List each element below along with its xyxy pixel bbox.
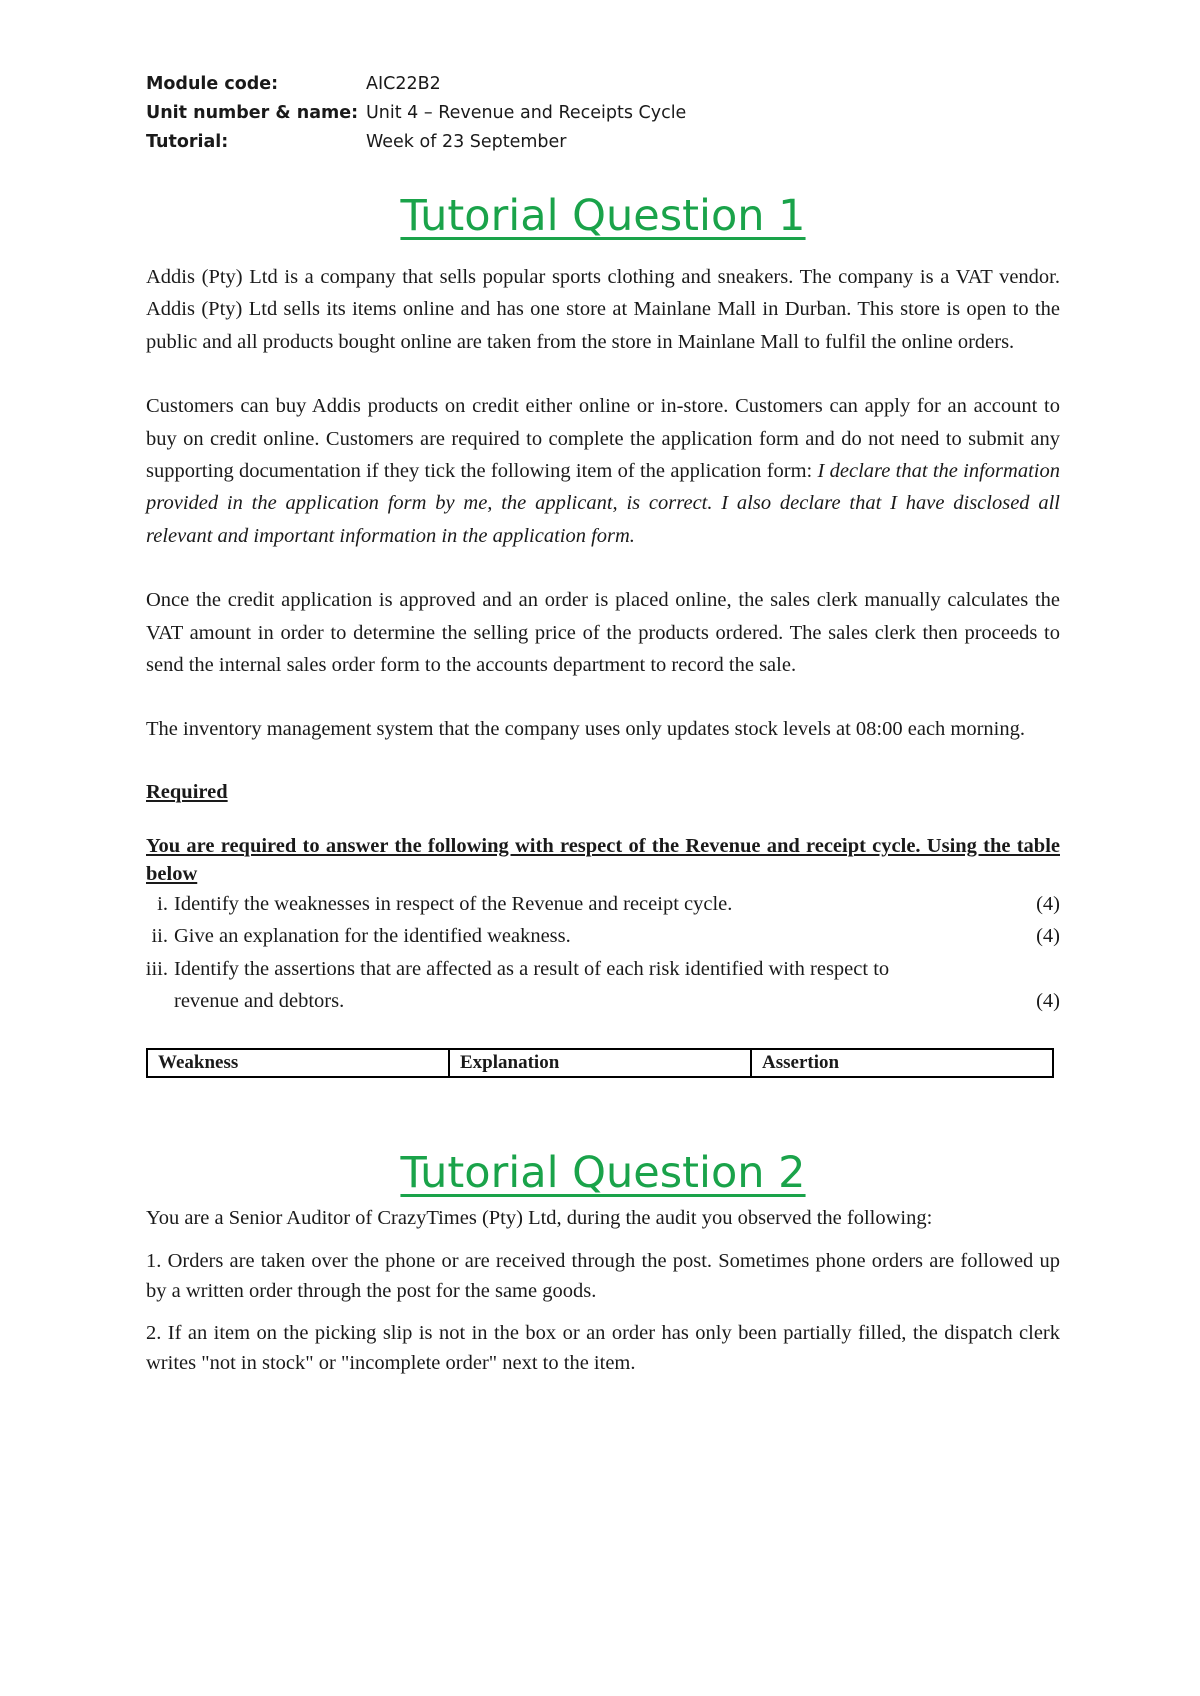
module-code-value: AIC22B2 [366, 74, 441, 94]
list-item [146, 920, 1060, 952]
q1-paragraph-3: Once the credit application is approved and an order is placed online, the sales clerk manually calculates the VAT amount in order to determine the selling price of the products ordered. The sales clerk then proceeds to send the internal sales order form to the accounts department to record the sale. [146, 589, 1060, 677]
q2-observation-2: 2. If an item on the picking slip is not in the box or an order has only been partially filled, the dispatch clerk writes "not in stock" or "incomplete order" next to the item. [146, 1321, 1060, 1374]
table-header-assertion: Assertion [751, 1049, 1053, 1077]
question-1-title: Tutorial Question 1 [400, 191, 806, 241]
item-text: Identify the weaknesses in respect of the Revenue and receipt cycle. [174, 892, 733, 915]
item-marks [1012, 953, 1060, 985]
module-header [146, 70, 1060, 157]
unit-label: Unit number & name: [146, 103, 359, 123]
q2-observation-1: 1. Orders are taken over the phone or are received through the post. Sometimes phone orders are followed up by a written order through the post for the same goods. [146, 1249, 1060, 1302]
table-row [147, 1049, 1053, 1077]
answer-table [146, 1048, 1054, 1078]
q1-paragraph-1: Addis (Pty) Ltd is a company that sells popular sports clothing and sneakers. The company is a VAT vendor. Addis (Pty) Ltd sells its items online and has one store at Mainlane Mall in Durban. This store is open to the public and all products bought online are taken from the store in Mainlane Mall to fulfil the online orders. [146, 266, 1060, 353]
tutorial-row [146, 128, 1060, 157]
item-number: ii. [151, 925, 168, 948]
item-number: iii. [145, 957, 168, 980]
table-header-weakness: Weakness [147, 1049, 449, 1077]
requirements-list [146, 888, 1060, 1018]
q1-paragraph-4: The inventory management system that the company uses only updates stock levels at 08:00 each morning. [146, 718, 1026, 741]
item-number: i. [157, 892, 168, 915]
q1-paragraph-2 [146, 390, 1060, 552]
module-code-label: Module code: [146, 74, 279, 94]
required-heading: Required [146, 780, 228, 803]
q1-paragraph-2-text: Customers can buy Addis products on credit either online or in-store. Customers can apply for an account to buy on credit online. Customers are required to complete the application form and do not need to submit any supporting documentation if they tick the following item of the application form: [146, 395, 1060, 483]
q2-intro: You are a Senior Auditor of CrazyTimes (Pty) Ltd, during the audit you observed the following: [146, 1206, 933, 1229]
document-page [146, 70, 1060, 1378]
question-2-title: Tutorial Question 2 [400, 1147, 806, 1198]
unit-value: Unit 4 – Revenue and Receipts Cycle [366, 103, 687, 123]
list-item [146, 953, 1060, 985]
item-text: Give an explanation for the identified weakness. [174, 925, 571, 948]
list-item [146, 985, 1060, 1017]
tutorial-value: Week of 23 September [366, 132, 567, 152]
module-code-row [146, 70, 1060, 99]
item-marks: (4) [1036, 990, 1060, 1013]
tutorial-label: Tutorial: [146, 132, 229, 152]
list-item [146, 888, 1060, 920]
table-header-explanation: Explanation [449, 1049, 751, 1077]
item-marks: (4) [1036, 925, 1060, 948]
unit-row [146, 99, 1060, 128]
item-marks: (4) [1036, 892, 1060, 915]
item-text: revenue and debtors. [174, 990, 345, 1013]
item-text: Identify the assertions that are affected as a result of each risk identified with respect to [174, 957, 890, 980]
declaration-text: I declare that the information provided in the application form by me, the applicant, is correct. I also declare that I have disclosed all relevant and important information in the application form. [146, 460, 1060, 547]
required-instruction: You are required to answer the following with respect of the Revenue and receipt cycle. Using the table below [146, 834, 1060, 885]
